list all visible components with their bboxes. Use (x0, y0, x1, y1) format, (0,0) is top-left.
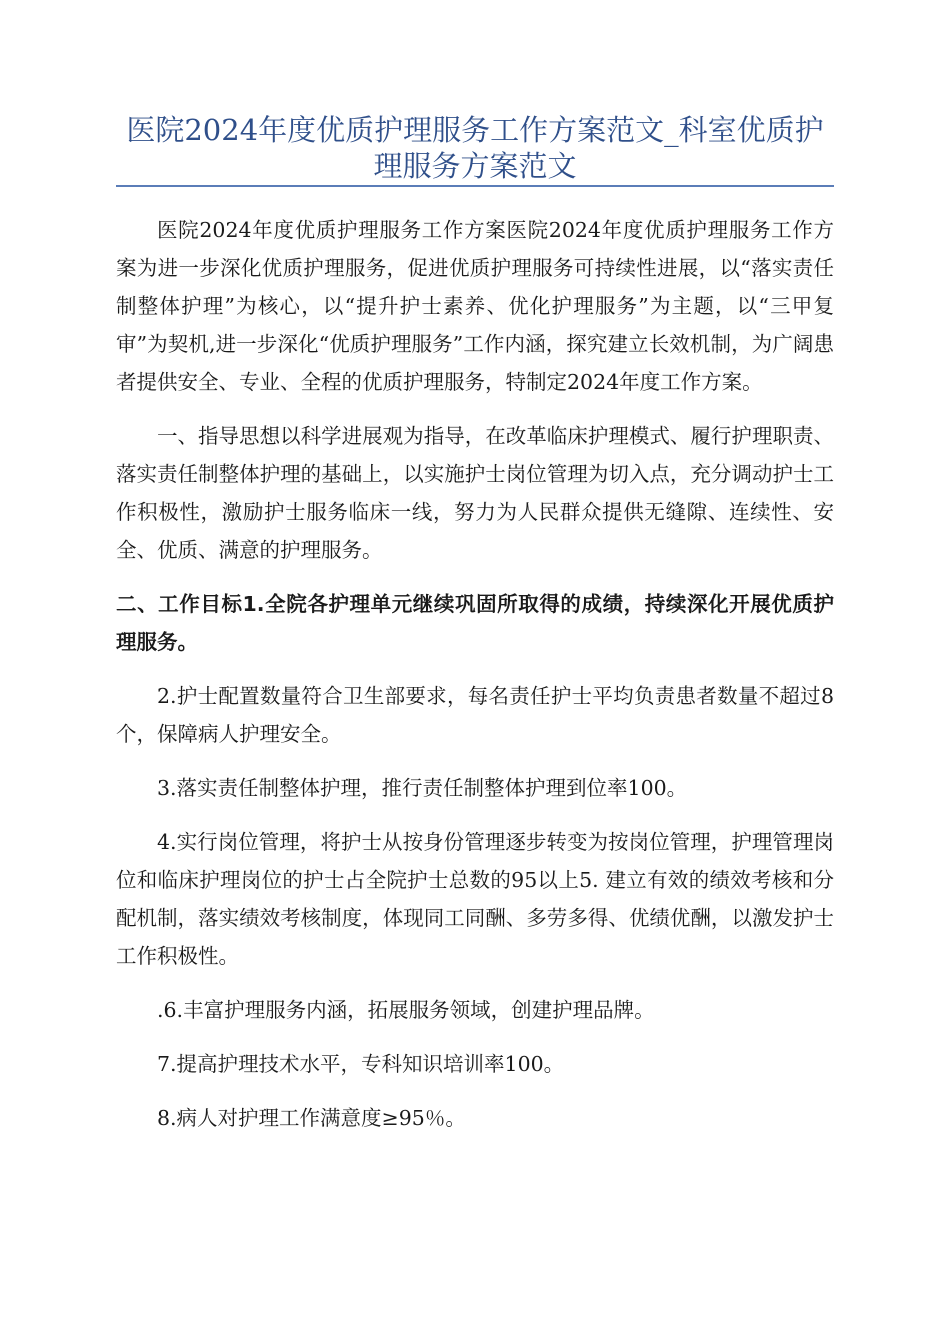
intro-paragraph: 医院2024年度优质护理服务工作方案医院2024年度优质护理服务工作方案为进一步深化优质护理服务，促进优质护理服务可持续性进展，以“落实责任制整体护理”为核心，以“提升护士素养、优化护理服务”为主题，以“三甲复审”为契机,进一步深化“优质护理服务”工作内涵，探究建立长效机制，为广阔患者提供安全、专业、全程的优质护理服务，特制定2024年度工作方案。 (116, 218, 834, 394)
goal-item: 7.提高护理技术水平，专科知识培训率100。 (157, 1052, 565, 1076)
guiding-ideology-paragraph: 一、指导思想以科学进展观为指导，在改革临床护理模式、履行护理职责、落实责任制整体护理的基础上，以实施护士岗位管理为切入点，充分调动护士工作积极性，激励护士服务临床一线，努力为人民群众提供无缝隙、连续性、安全、优质、满意的护理服务。 (116, 424, 834, 562)
goal-item: 2.护士配置数量符合卫生部要求，每名责任护士平均负责患者数量不超过8个，保障病人护理安全。 (116, 684, 834, 746)
document-title: 医院2024年度优质护理服务工作方案范文_科室优质护理服务方案范文 (126, 113, 824, 183)
goal-item: 8.病人对护理工作满意度≥95％。 (157, 1106, 466, 1130)
goal-item: 4.实行岗位管理，将护士从按身份管理逐步转变为按岗位管理，护理管理岗位和临床护理岗位的护士占全院护士总数的95以上5. 建立有效的绩效考核和分配机制，落实绩效考核制度，体现同工同酬、多劳多得、优绩优酬，以激发护士工作积极性。 (116, 830, 834, 968)
title-underline (116, 185, 834, 187)
document-body (116, 211, 834, 1153)
goal-item: .6.丰富护理服务内涵，拓展服务领域，创建护理品牌。 (157, 998, 655, 1022)
goal-item: 3.落实责任制整体护理，推行责任制整体护理到位率100。 (157, 776, 688, 800)
work-goals-heading: 二、工作目标1.全院各护理单元继续巩固所取得的成绩，持续深化开展优质护理服务。 (116, 592, 834, 654)
